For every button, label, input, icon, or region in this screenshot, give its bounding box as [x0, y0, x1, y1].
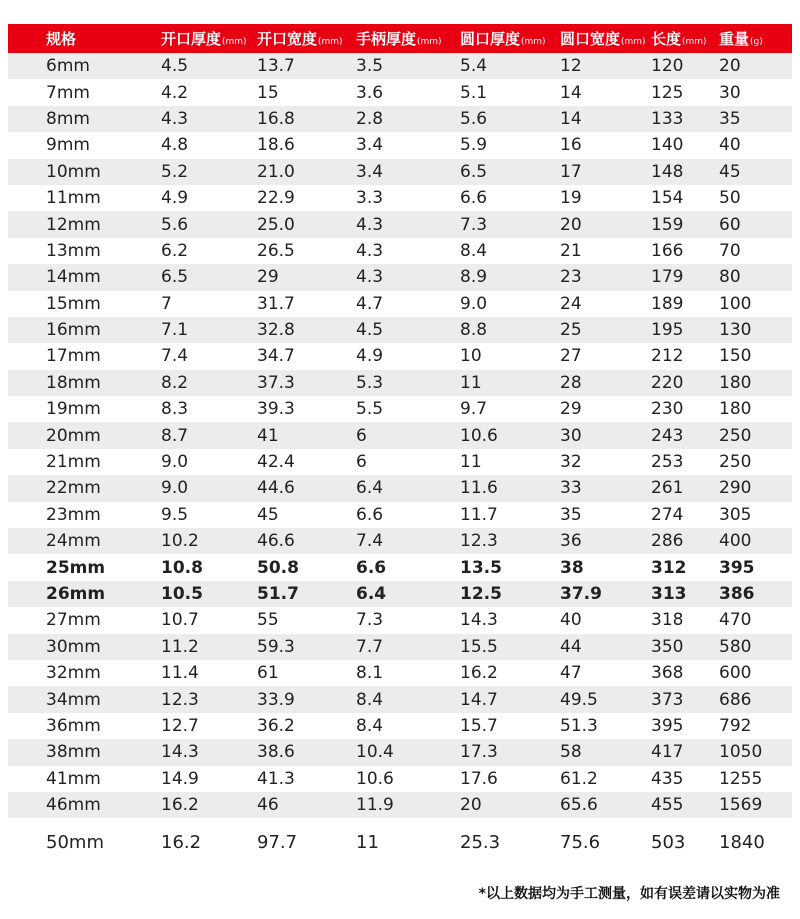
table-cell: 7mm	[46, 82, 90, 103]
table-cell: 20mm	[46, 425, 101, 446]
table-cell: 6.6	[356, 504, 384, 525]
table-cell: 33.9	[257, 689, 295, 710]
table-cell: 50	[719, 188, 741, 209]
table-row	[8, 238, 792, 264]
table-cell: 180	[719, 399, 752, 420]
table-cell: 3.6	[356, 82, 384, 103]
table-cell: 5.9	[460, 135, 488, 156]
table-cell: 46mm	[46, 795, 101, 816]
table-cell: 9.5	[161, 504, 189, 525]
table-cell: 7.4	[356, 531, 384, 552]
table-cell: 23mm	[46, 504, 101, 525]
table-cell: 5.6	[460, 108, 488, 129]
table-cell: 22.9	[257, 188, 295, 209]
table-cell: 28	[560, 372, 582, 393]
table-cell: 7.1	[161, 320, 189, 341]
table-cell: 18.6	[257, 135, 295, 156]
table-cell: 290	[719, 478, 752, 499]
table-cell: 45	[257, 504, 279, 525]
table-cell: 19	[560, 188, 582, 209]
table-cell: 6.2	[161, 240, 189, 261]
table-cell: 34.7	[257, 346, 295, 367]
table-cell: 25mm	[46, 557, 106, 578]
table-cell: 38mm	[46, 742, 101, 763]
table-cell: 70	[719, 240, 741, 261]
table-cell: 29	[257, 267, 279, 288]
table-cell: 12	[560, 56, 582, 77]
table-cell: 6.6	[356, 557, 387, 578]
table-cell: 17.6	[460, 768, 498, 789]
table-cell: 34mm	[46, 689, 101, 710]
table-cell: 7	[161, 293, 172, 314]
table-cell: 16	[560, 135, 582, 156]
table-cell: 14.3	[161, 742, 199, 763]
table-cell: 23	[560, 267, 582, 288]
table-cell: 40	[719, 135, 741, 156]
table-cell: 13mm	[46, 240, 101, 261]
table-cell: 31.7	[257, 293, 295, 314]
table-cell: 39.3	[257, 399, 295, 420]
table-row	[8, 634, 792, 660]
table-cell: 38.6	[257, 742, 295, 763]
table-cell: 250	[719, 425, 752, 446]
table-cell: 44	[560, 636, 582, 657]
table-cell: 148	[651, 161, 684, 182]
header-cell: 长度(mm)	[651, 30, 707, 48]
table-cell: 6	[356, 425, 367, 446]
table-cell: 130	[719, 320, 752, 341]
table-cell: 13.7	[257, 56, 295, 77]
table-cell: 5.1	[460, 82, 488, 103]
table-cell: 5.6	[161, 214, 189, 235]
table-cell: 30mm	[46, 636, 101, 657]
table-cell: 395	[719, 557, 755, 578]
table-cell: 35	[560, 504, 582, 525]
table-cell: 5.4	[460, 56, 488, 77]
table-cell: 4.8	[161, 135, 189, 156]
table-cell: 14mm	[46, 267, 101, 288]
table-cell: 14.9	[161, 768, 199, 789]
table-cell: 20	[560, 214, 582, 235]
table-cell: 1569	[719, 795, 763, 816]
table-cell: 7.3	[356, 610, 384, 631]
table-header	[8, 24, 792, 53]
table-cell: 36mm	[46, 715, 101, 736]
table-cell: 8.7	[161, 425, 189, 446]
table-cell: 373	[651, 689, 684, 710]
table-cell: 154	[651, 188, 684, 209]
table-cell: 44.6	[257, 478, 295, 499]
header-cell: 重量(g)	[719, 30, 763, 48]
table-cell: 15mm	[46, 293, 101, 314]
table-cell: 318	[651, 610, 684, 631]
table-row	[8, 79, 792, 105]
table-cell: 580	[719, 636, 752, 657]
table-row	[8, 660, 792, 686]
table-cell: 212	[651, 346, 684, 367]
table-cell: 195	[651, 320, 684, 341]
table-cell: 38	[560, 557, 584, 578]
table-cell: 32.8	[257, 320, 295, 341]
table-cell: 166	[651, 240, 684, 261]
table-cell: 46	[257, 795, 279, 816]
table-cell: 11.7	[460, 504, 498, 525]
table-cell: 9.0	[460, 293, 488, 314]
table-cell: 120	[651, 56, 684, 77]
table-cell: 8mm	[46, 108, 90, 129]
table-cell: 9.0	[161, 478, 189, 499]
table-cell: 5.3	[356, 372, 384, 393]
table-cell: 4.3	[356, 214, 384, 235]
table-cell: 21.0	[257, 161, 295, 182]
table-cell: 313	[651, 584, 687, 604]
table-cell: 12.3	[460, 531, 498, 552]
table-cell: 4.5	[161, 56, 189, 77]
header-cell: 开口宽度(mm)	[257, 30, 343, 48]
table-row	[8, 132, 792, 158]
table-cell: 4.3	[356, 240, 384, 261]
table-cell: 51.7	[257, 584, 299, 604]
table-cell: 5.5	[356, 399, 384, 420]
table-cell: 8.3	[161, 399, 189, 420]
table-cell: 41mm	[46, 768, 101, 789]
table-cell: 25.0	[257, 214, 295, 235]
table-cell: 350	[651, 636, 684, 657]
table-cell: 46.6	[257, 531, 295, 552]
table-cell: 179	[651, 267, 684, 288]
table-row	[8, 185, 792, 211]
table-cell: 1840	[719, 831, 765, 853]
table-cell: 22mm	[46, 478, 101, 499]
table-cell: 11	[460, 372, 482, 393]
header-cell: 圆口厚度(mm)	[460, 30, 546, 48]
table-cell: 9.7	[460, 399, 488, 420]
table-row	[8, 475, 792, 501]
table-row	[8, 766, 792, 792]
table-row	[8, 106, 792, 132]
table-cell: 395	[651, 715, 684, 736]
table-cell: 312	[651, 557, 687, 578]
table-cell: 11	[460, 452, 482, 473]
table-cell: 10.5	[161, 584, 203, 604]
table-cell: 4.7	[356, 293, 384, 314]
table-cell: 100	[719, 293, 752, 314]
table-cell: 7.7	[356, 636, 384, 657]
table-cell: 10.8	[161, 557, 203, 578]
table-cell: 180	[719, 372, 752, 393]
table-cell: 10mm	[46, 161, 101, 182]
table-cell: 470	[719, 610, 752, 631]
table-cell: 8.4	[356, 715, 384, 736]
table-cell: 97.7	[257, 831, 298, 853]
table-cell: 417	[651, 742, 684, 763]
table-cell: 16.2	[460, 663, 498, 684]
table-cell: 42.4	[257, 452, 295, 473]
table-row	[8, 343, 792, 369]
table-row	[8, 449, 792, 475]
table-cell: 6.4	[356, 478, 384, 499]
table-cell: 14.3	[460, 610, 498, 631]
table-cell: 16.2	[161, 795, 199, 816]
table-cell: 9mm	[46, 135, 90, 156]
table-cell: 4.9	[161, 188, 189, 209]
table-row	[8, 53, 792, 79]
table-cell: 36	[560, 531, 582, 552]
table-cell: 29	[560, 399, 582, 420]
table-cell: 14	[560, 82, 582, 103]
table-cell: 18mm	[46, 372, 101, 393]
table-cell: 11mm	[46, 188, 101, 209]
table-cell: 189	[651, 293, 684, 314]
table-cell: 17mm	[46, 346, 101, 367]
table-row	[8, 528, 792, 554]
table-cell: 47	[560, 663, 582, 684]
table-cell: 455	[651, 795, 684, 816]
table-cell: 32mm	[46, 663, 101, 684]
table-cell: 15	[257, 82, 279, 103]
table-cell: 27mm	[46, 610, 101, 631]
table-cell: 80	[719, 267, 741, 288]
table-cell: 792	[719, 715, 752, 736]
table-cell: 6.4	[356, 584, 387, 604]
table-cell: 253	[651, 452, 684, 473]
table-row	[8, 739, 792, 765]
table-row	[8, 317, 792, 343]
table-row	[8, 422, 792, 448]
table-cell: 159	[651, 214, 684, 235]
table-cell: 9.0	[161, 452, 189, 473]
table-cell: 15.5	[460, 636, 498, 657]
table-cell: 17.3	[460, 742, 498, 763]
table-cell: 24mm	[46, 531, 101, 552]
table-cell: 32	[560, 452, 582, 473]
header-cell: 开口厚度(mm)	[161, 30, 247, 48]
table-cell: 8.4	[356, 689, 384, 710]
table-cell: 10	[460, 346, 482, 367]
table-cell: 25.3	[460, 831, 501, 853]
table-row	[8, 822, 792, 862]
table-cell: 230	[651, 399, 684, 420]
table-cell: 55	[257, 610, 279, 631]
table-cell: 2.8	[356, 108, 384, 129]
table-row	[8, 211, 792, 237]
table-row	[8, 713, 792, 739]
table-row	[8, 291, 792, 317]
table-cell: 12mm	[46, 214, 101, 235]
table-cell: 3.5	[356, 56, 384, 77]
header-cell: 圆口宽度(mm)	[560, 30, 646, 48]
table-cell: 11.4	[161, 663, 199, 684]
table-cell: 386	[719, 584, 755, 604]
table-cell: 3.4	[356, 161, 384, 182]
table-cell: 125	[651, 82, 684, 103]
table-cell: 30	[560, 425, 582, 446]
table-cell: 49.5	[560, 689, 598, 710]
table-cell: 20	[460, 795, 482, 816]
table-cell: 19mm	[46, 399, 101, 420]
table-cell: 250	[719, 452, 752, 473]
table-cell: 50.8	[257, 557, 299, 578]
table-cell: 12.5	[460, 584, 502, 604]
table-cell: 503	[651, 831, 686, 853]
table-cell: 75.6	[560, 831, 601, 853]
table-cell: 133	[651, 108, 684, 129]
table-cell: 11.2	[161, 636, 199, 657]
table-cell: 7.4	[161, 346, 189, 367]
table-row	[8, 554, 792, 580]
table-cell: 20	[719, 56, 741, 77]
table-cell: 286	[651, 531, 684, 552]
table-row	[8, 370, 792, 396]
table-cell: 58	[560, 742, 582, 763]
table-cell: 12.7	[161, 715, 199, 736]
table-row	[8, 502, 792, 528]
table-cell: 27	[560, 346, 582, 367]
table-cell: 4.3	[356, 267, 384, 288]
table-cell: 12.3	[161, 689, 199, 710]
table-cell: 40	[560, 610, 582, 631]
table-cell: 10.4	[356, 742, 394, 763]
table-cell: 6	[356, 452, 367, 473]
table-cell: 51.3	[560, 715, 598, 736]
table-cell: 36.2	[257, 715, 295, 736]
table-cell: 261	[651, 478, 684, 499]
table-cell: 10.6	[460, 425, 498, 446]
table-cell: 5.2	[161, 161, 189, 182]
table-cell: 243	[651, 425, 684, 446]
table-cell: 30	[719, 82, 741, 103]
table-cell: 8.4	[460, 240, 488, 261]
table-cell: 61.2	[560, 768, 598, 789]
table-cell: 35	[719, 108, 741, 129]
table-cell: 24	[560, 293, 582, 314]
table-cell: 1255	[719, 768, 763, 789]
table-cell: 8.2	[161, 372, 189, 393]
table-cell: 26mm	[46, 584, 106, 604]
table-cell: 305	[719, 504, 752, 525]
table-cell: 368	[651, 663, 684, 684]
table-cell: 11.9	[356, 795, 394, 816]
table-cell: 10.6	[356, 768, 394, 789]
table-row	[8, 264, 792, 290]
table-cell: 3.3	[356, 188, 384, 209]
table-cell: 25	[560, 320, 582, 341]
table-cell: 4.9	[356, 346, 384, 367]
table-cell: 37.9	[560, 584, 602, 604]
header-cell: 规格	[46, 30, 77, 48]
table-row	[8, 159, 792, 185]
table-cell: 21	[560, 240, 582, 261]
table-cell: 17	[560, 161, 582, 182]
table-cell: 4.5	[356, 320, 384, 341]
table-row	[8, 686, 792, 712]
table-cell: 15.7	[460, 715, 498, 736]
table-row	[8, 581, 792, 607]
table-cell: 8.9	[460, 267, 488, 288]
table-cell: 37.3	[257, 372, 295, 393]
table-cell: 7.3	[460, 214, 488, 235]
table-cell: 14	[560, 108, 582, 129]
table-cell: 3.4	[356, 135, 384, 156]
table-cell: 8.8	[460, 320, 488, 341]
table-cell: 41	[257, 425, 279, 446]
table-cell: 60	[719, 214, 741, 235]
table-cell: 10.7	[161, 610, 199, 631]
table-cell: 6mm	[46, 56, 90, 77]
table-cell: 33	[560, 478, 582, 499]
table-cell: 435	[651, 768, 684, 789]
table-cell: 6.6	[460, 188, 488, 209]
table-cell: 41.3	[257, 768, 295, 789]
table-cell: 11.6	[460, 478, 498, 499]
header-cell: 手柄厚度(mm)	[356, 30, 442, 48]
table-cell: 16.8	[257, 108, 295, 129]
table-cell: 26.5	[257, 240, 295, 261]
table-cell: 16.2	[161, 831, 202, 853]
table-cell: 4.3	[161, 108, 189, 129]
table-cell: 21mm	[46, 452, 101, 473]
table-row	[8, 396, 792, 422]
table-cell: 150	[719, 346, 752, 367]
table-cell: 61	[257, 663, 279, 684]
table-cell: 16mm	[46, 320, 101, 341]
table-cell: 4.2	[161, 82, 189, 103]
table-row	[8, 792, 792, 818]
table-cell: 6.5	[161, 267, 189, 288]
table-cell: 14.7	[460, 689, 498, 710]
table-cell: 220	[651, 372, 684, 393]
table-cell: 50mm	[46, 831, 104, 853]
table-cell: 1050	[719, 742, 763, 763]
table-cell: 65.6	[560, 795, 598, 816]
table-cell: 8.1	[356, 663, 384, 684]
table-cell: 274	[651, 504, 684, 525]
spec-table	[8, 24, 792, 862]
table-cell: 10.2	[161, 531, 199, 552]
table-cell: 45	[719, 161, 741, 182]
table-cell: 140	[651, 135, 684, 156]
table-body	[8, 53, 792, 862]
footnote: *以上数据均为手工测量，如有误差请以实物为准	[478, 886, 780, 902]
table-row	[8, 607, 792, 633]
table-cell: 13.5	[460, 557, 502, 578]
table-cell: 11	[356, 831, 379, 853]
table-cell: 6.5	[460, 161, 488, 182]
table-cell: 400	[719, 531, 752, 552]
table-cell: 600	[719, 663, 752, 684]
table-cell: 59.3	[257, 636, 295, 657]
table-cell: 686	[719, 689, 752, 710]
